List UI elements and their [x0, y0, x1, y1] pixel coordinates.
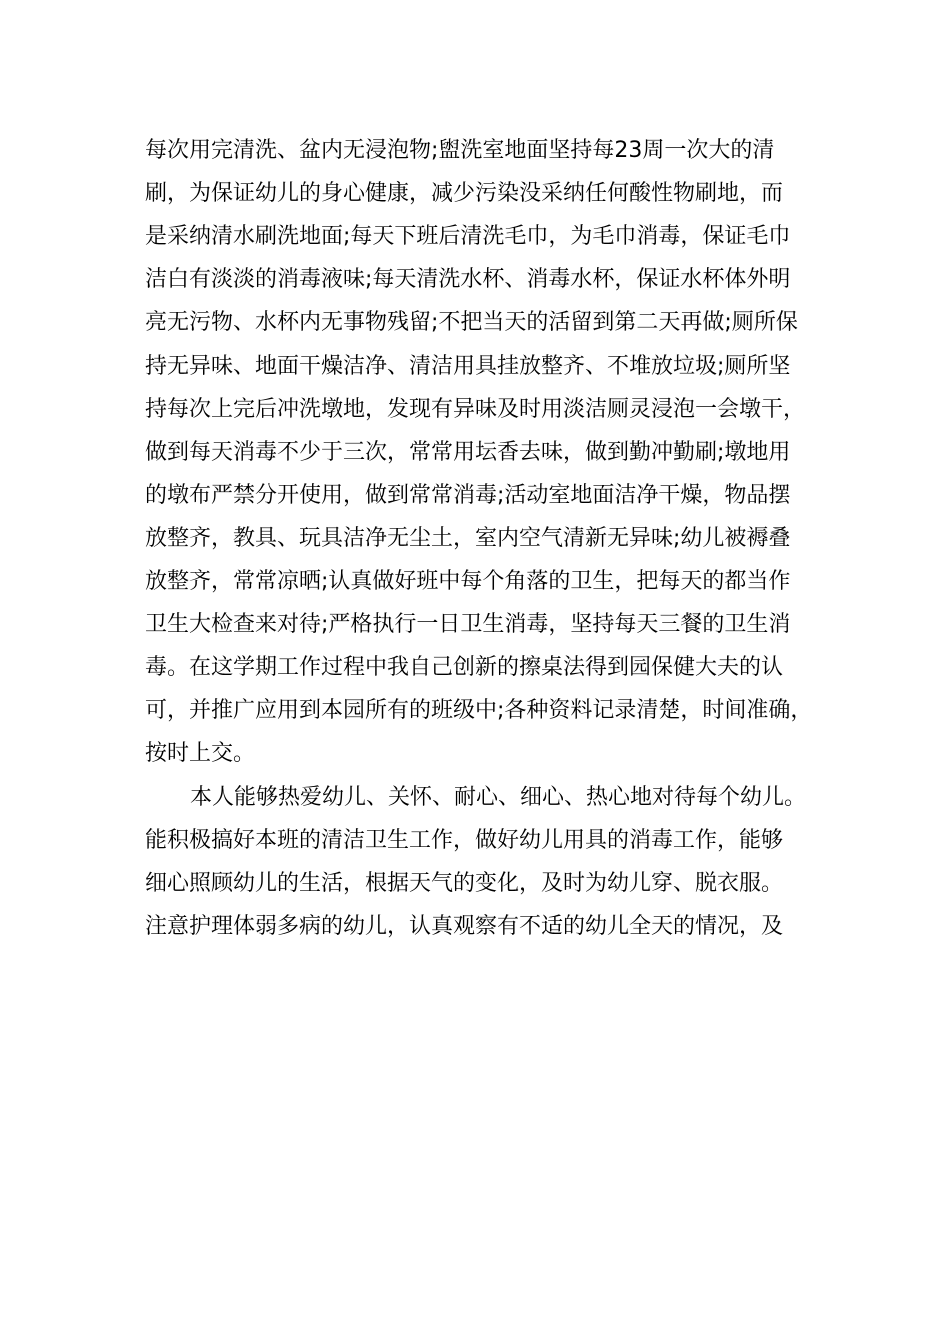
text-line: 是采纳清水刷洗地面;每天下班后清洗毛巾，为毛巾消毒，保证毛巾	[145, 224, 791, 249]
text-line: 放整齐，常常凉晒;认真做好班中每个角落的卫生，把每天的都当作	[145, 569, 791, 594]
text-line: 持无异味、地面干燥洁净、清洁用具挂放整齐、不堆放垃圾;厕所坚	[145, 354, 791, 379]
text-line: 刷，为保证幼儿的身心健康，减少污染没采纳任何酸性物刷地，而	[145, 181, 784, 206]
text-line: 做到每天消毒不少于三次，常常用坛香去味，做到勤冲勤刷;墩地用	[145, 440, 791, 465]
text-line: 可，并推广应用到本园所有的班级中;各种资料记录清楚，时间准确，	[145, 698, 813, 723]
text-line: 按时上交。	[145, 741, 256, 766]
text-line: 能积极搞好本班的清洁卫生工作，做好幼儿用具的消毒工作，能够	[145, 828, 784, 853]
text-line: 持每次上完后冲洗墩地，发现有异味及时用淡洁厕灵浸泡一会墩干，	[145, 397, 806, 422]
text-line: 细心照顾幼儿的生活，根据天气的变化，及时为幼儿穿、脱衣服。	[145, 871, 784, 896]
text-line: 毒。在这学期工作过程中我自己创新的擦桌法得到园保健大夫的认	[145, 655, 784, 680]
paragraph-first-line: 本人能够热爱幼儿、关怀、耐心、细心、热心地对待每个幼儿。	[190, 785, 807, 810]
text-line: 亮无污物、水杯内无事物残留;不把当天的活留到第二天再做;厕所保	[145, 310, 798, 335]
text-line: 卫生大检查来对待;严格执行一日卫生消毒，坚持每天三餐的卫生消	[145, 612, 791, 637]
text-line: 每次用完清洗、盆内无浸泡物;盥洗室地面坚持每23周一次大的清	[145, 138, 775, 163]
text-line: 的墩布严禁分开使用，做到常常消毒;活动室地面洁净干燥，物品摆	[145, 483, 791, 508]
text-line: 放整齐，教具、玩具洁净无尘土，室内空气清新无异味;幼儿被褥叠	[145, 526, 791, 551]
text-line: 注意护理体弱多病的幼儿，认真观察有不适的幼儿全天的情况，及	[145, 914, 784, 939]
text-line: 洁白有淡淡的消毒液味;每天清洗水杯、消毒水杯，保证水杯体外明	[145, 267, 791, 292]
